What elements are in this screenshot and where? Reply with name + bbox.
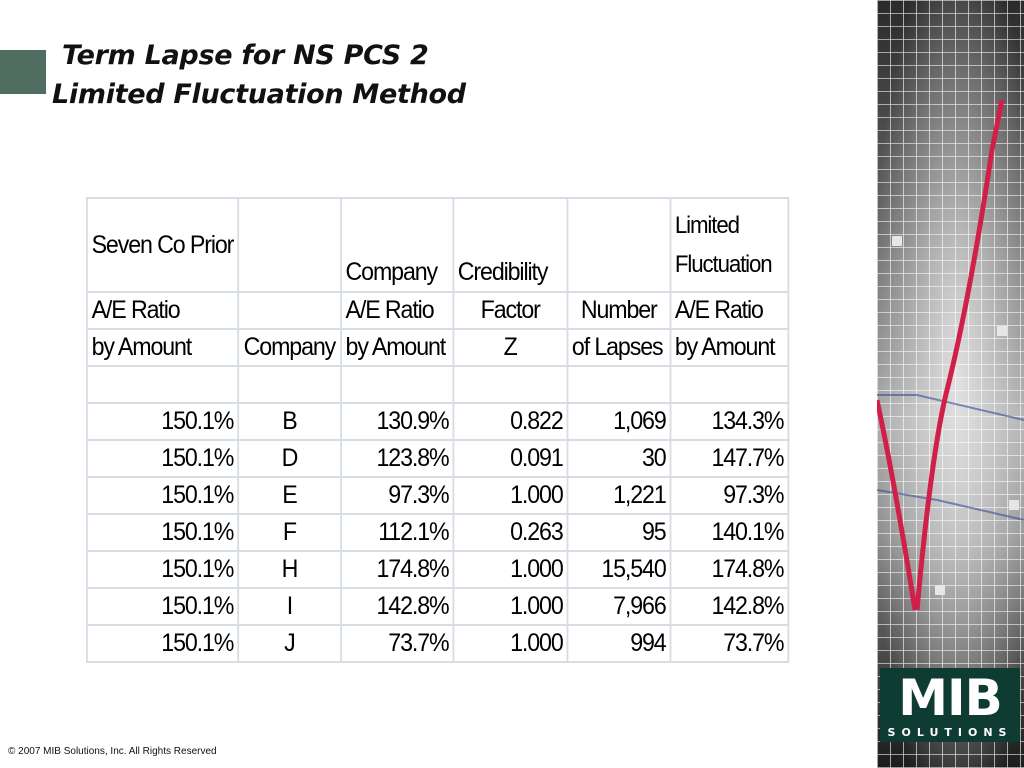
- company-ratio-cell: 130.9%: [341, 403, 453, 440]
- lapses-cell: 1,069: [567, 403, 670, 440]
- header-row-3: [87, 329, 788, 366]
- credibility-cell: 1.000: [453, 477, 567, 514]
- company-cell: I: [238, 588, 341, 625]
- spacer-cell: [238, 366, 341, 403]
- credibility-cell: 1.000: [453, 551, 567, 588]
- header-blank: [238, 198, 341, 292]
- company-ratio-cell: 97.3%: [341, 477, 453, 514]
- lapses-cell: 30: [567, 440, 670, 477]
- header-limited-fluctuation: [670, 198, 788, 292]
- lapse-table-body: [87, 198, 788, 662]
- slide-title-line-2: Limited Fluctuation Method: [52, 79, 466, 110]
- company-cell: D: [238, 440, 341, 477]
- mib-solutions-logo: [880, 668, 1020, 742]
- header-row-2: [87, 292, 788, 329]
- spacer-cell: [453, 366, 567, 403]
- header-seven-co-prior: Seven Co Prior: [87, 198, 238, 292]
- company-ratio-cell: 174.8%: [341, 551, 453, 588]
- credibility-cell: 0.822: [453, 403, 567, 440]
- company-cell: J: [238, 625, 341, 662]
- company-ratio-cell: 73.7%: [341, 625, 453, 662]
- credibility-cell: 0.263: [453, 514, 567, 551]
- logo-subtitle: SOLUTIONS: [887, 726, 1013, 739]
- spacer-cell: [341, 366, 453, 403]
- header-of-lapses: of Lapses: [567, 329, 670, 366]
- company-cell: E: [238, 477, 341, 514]
- lapses-cell: 15,540: [567, 551, 670, 588]
- table-row: [87, 551, 788, 588]
- header-blank: [238, 292, 341, 329]
- spacer-cell: [567, 366, 670, 403]
- decorative-chart-image: [877, 0, 1024, 768]
- limited-fluctuation-cell: 142.8%: [670, 588, 788, 625]
- header-z: Z: [453, 329, 567, 366]
- logo-word: MIB: [898, 669, 1002, 727]
- seven-co-ratio-cell: 150.1%: [87, 514, 238, 551]
- header-ae-ratio: A/E Ratio: [87, 292, 238, 329]
- company-ratio-cell: 123.8%: [341, 440, 453, 477]
- header-credibility: Credibility: [453, 198, 567, 292]
- company-cell: H: [238, 551, 341, 588]
- decorative-chart-panel: [877, 0, 1024, 768]
- table-row: [87, 477, 788, 514]
- seven-co-ratio-cell: 150.1%: [87, 551, 238, 588]
- company-ratio-cell: 112.1%: [341, 514, 453, 551]
- seven-co-ratio-cell: 150.1%: [87, 625, 238, 662]
- header-company: Company: [341, 198, 453, 292]
- lapse-table: [86, 197, 789, 663]
- lapses-cell: 7,966: [567, 588, 670, 625]
- limited-fluctuation-cell: 97.3%: [670, 477, 788, 514]
- lapses-cell: 1,221: [567, 477, 670, 514]
- header-factor: Factor: [453, 292, 567, 329]
- credibility-cell: 1.000: [453, 588, 567, 625]
- header-row-1: [87, 198, 788, 292]
- seven-co-ratio-cell: 150.1%: [87, 477, 238, 514]
- header-by-amount: by Amount: [670, 329, 788, 366]
- copyright-notice: © 2007 MIB Solutions, Inc. All Rights Reserved: [8, 746, 217, 757]
- header-by-amount: by Amount: [87, 329, 238, 366]
- credibility-cell: 1.000: [453, 625, 567, 662]
- header-company: Company: [238, 329, 341, 366]
- slide-title: [52, 36, 466, 114]
- seven-co-ratio-cell: 150.1%: [87, 403, 238, 440]
- header-limited-fluctuation-text: Limited Fluctuation: [674, 212, 772, 278]
- table-row: [87, 440, 788, 477]
- header-by-amount: by Amount: [341, 329, 453, 366]
- seven-co-ratio-cell: 150.1%: [87, 440, 238, 477]
- header-blank: [567, 198, 670, 292]
- lapses-cell: 994: [567, 625, 670, 662]
- seven-co-ratio-cell: 150.1%: [87, 588, 238, 625]
- table-row: [87, 403, 788, 440]
- credibility-cell: 0.091: [453, 440, 567, 477]
- limited-fluctuation-cell: 134.3%: [670, 403, 788, 440]
- header-ae-ratio: A/E Ratio: [341, 292, 453, 329]
- company-cell: B: [238, 403, 341, 440]
- table-row: [87, 588, 788, 625]
- limited-fluctuation-cell: 73.7%: [670, 625, 788, 662]
- lapses-cell: 95: [567, 514, 670, 551]
- company-ratio-cell: 142.8%: [341, 588, 453, 625]
- spacer-cell: [87, 366, 238, 403]
- limited-fluctuation-cell: 147.7%: [670, 440, 788, 477]
- limited-fluctuation-cell: 140.1%: [670, 514, 788, 551]
- title-accent-square: [0, 50, 46, 94]
- header-ae-ratio: A/E Ratio: [670, 292, 788, 329]
- company-cell: F: [238, 514, 341, 551]
- spacer-row: [87, 366, 788, 403]
- spacer-cell: [670, 366, 788, 403]
- header-number: Number: [567, 292, 670, 329]
- slide-title-line-1: Term Lapse for NS PCS 2: [62, 40, 429, 71]
- table-row: [87, 625, 788, 662]
- limited-fluctuation-cell: 174.8%: [670, 551, 788, 588]
- table-row: [87, 514, 788, 551]
